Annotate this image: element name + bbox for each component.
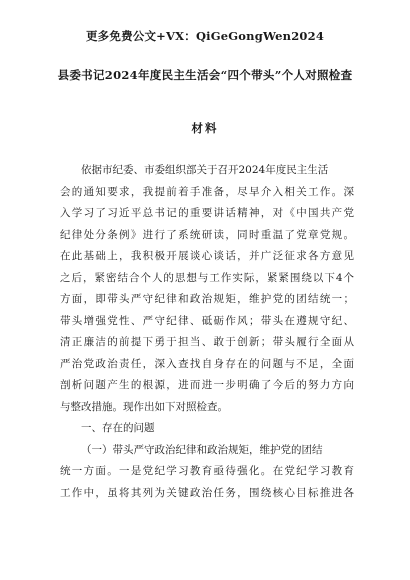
body-line: 工作中，虽将其列为关键政治任务，围绕核心目标推进各 bbox=[60, 486, 354, 499]
document-body bbox=[60, 160, 354, 504]
body-line: 在此基础上，我积极开展谈心谈话，并广泛征求各方意见 bbox=[60, 250, 354, 262]
body-line: 依据市纪委、市委组织部关于召开2024年度民主生活 bbox=[81, 164, 329, 176]
document-subtitle: 材料 bbox=[191, 121, 219, 135]
body-line: 与整改措施。现作出如下对照检查。 bbox=[60, 400, 228, 413]
body-line: 剖析问题产生的根源，进而进一步明确了今后的努力方向 bbox=[60, 379, 354, 391]
body-line: （一）带头严守政治纪律和政治规矩，维护党的团结 bbox=[81, 443, 323, 456]
body-line: 方面，即带头严守纪律和政治规矩，维护党的团结统一； bbox=[60, 293, 354, 305]
body-line: 严治党政治责任，深入查找自身存在的问题与不足，全面 bbox=[60, 357, 354, 370]
body-line: 会的通知要求，我提前着手准备，尽早介入相关工作。深 bbox=[60, 185, 354, 198]
body-line: 统一方面。一是党纪学习教育亟待强化。在党纪学习教育 bbox=[60, 465, 354, 477]
body-line: 纪律处分条例》进行了系统研读，同时重温了党章党规。 bbox=[60, 228, 354, 241]
body-line: 之后，紧密结合个人的思想与工作实际，紧紧围绕以下4个 bbox=[60, 271, 354, 284]
body-line: 入学习了习近平总书记的重要讲话精神，对《中国共产党 bbox=[60, 207, 354, 219]
body-line: 清正廉洁的前提下勇于担当、敢于创新；带头履行全面从 bbox=[60, 336, 354, 348]
promo-header: 更多免费公文+VX：QiGeGongWen2024 bbox=[85, 29, 325, 43]
section-heading: 一、存在的问题 bbox=[81, 422, 155, 434]
body-line: 带头增强党性、严守纪律、砥砺作风；带头在遵规守纪、 bbox=[60, 314, 354, 327]
document-title: 县委书记2024年度民主生活会“四个带头”个人对照检查 bbox=[57, 68, 353, 82]
